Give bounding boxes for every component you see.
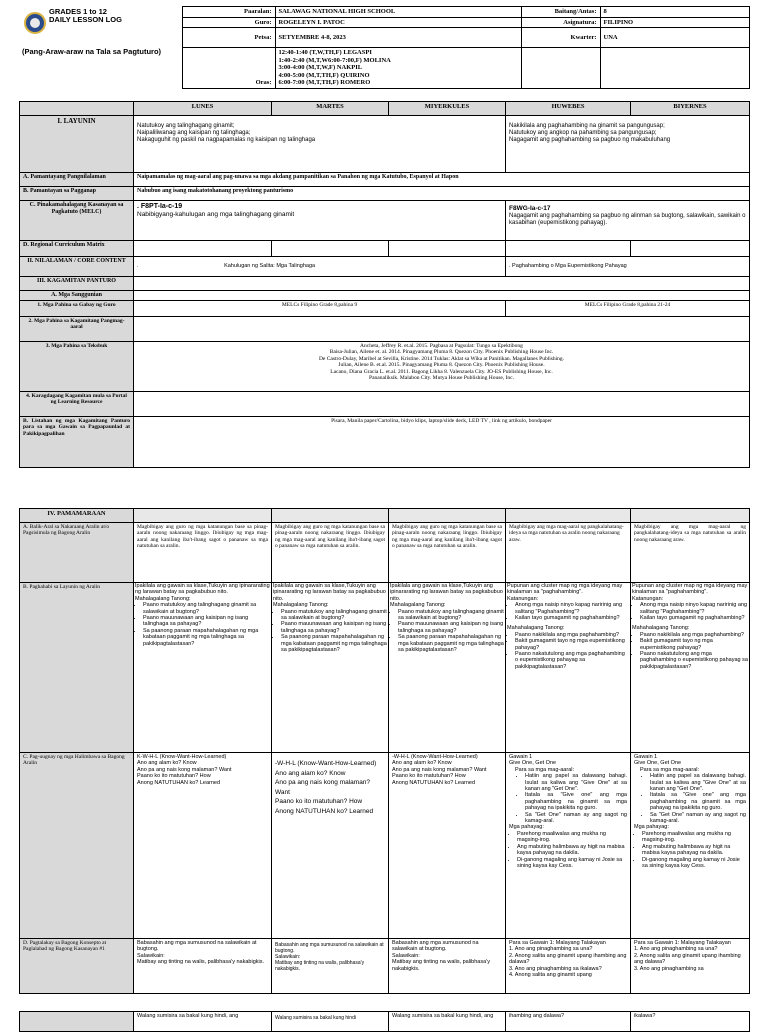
guro-label: Guro: <box>182 17 275 28</box>
nilalaman-dot: . <box>137 263 139 270</box>
balik-aral-huwebes: Magbibigay ang mga mag-aaral ng pangkalahatang-ideya sa mga natutuhan sa aralin noong nakaraang araw. <box>506 523 631 583</box>
paghahabi-huwebes: Pupunan ang cluster map ng mga ideyang may kinalaman sa "paghahambing". Katanungan: • Anong mga naisip ninyo kapag naririnig ang salitang "Paghahambing"? • Kailan tayo gumagamit ng paghahambing? Mahahalagang Tanong: • Paano nakikilala ang mga paghahambing? • Bakit gumagamit tayo ng mga eupemistikong pahayag? • Paano nakatutulong ang mga paghahambing o eupemistikong pahayag sa pakikipagtalastasan? <box>506 583 631 753</box>
melc-label: C. Pinakamahalagang Kasanayan sa Pagkatuto (MELC) <box>20 201 134 241</box>
gabay-mtw: MELCs Filipino Grade 8,pahina 9 <box>134 301 506 317</box>
paghahabi-lunes: Ipakilala ang gawain sa klase,Tukuyin ang ipinararating ng larawan batay sa pagkabubuo nito. Mahalagalang Tanong: • Paano matutukoy ang talinghagang ginamit sa salawikain at bugtong? • Paano mauunawaan ang kaisipan ng isang talinghaga sa pahayag? • Sa paanong paraan mapahahalagahan ng mga kabataan paggamit ng mga talinghaga sa pakikipagtalastasan? <box>134 583 272 753</box>
title-grades: GRADES 1 to 12 <box>49 6 107 16</box>
pagtalakay-martes: Babasahin ang mga sumusunod na salawikain at bugtong. Salawikain: Matibay ang tinting na walis, palibhasa'y nakabigkis. <box>272 939 389 994</box>
pamantayan-pagganap-label: B. Pamantayan sa Pagganap <box>20 187 134 201</box>
kagamitan-label: III. KAGAMITAN PANTURO <box>20 277 134 291</box>
pag-uugnay-label: C. Pag-uugnay ng mga Halimbawa sa Bagong Aralin <box>20 753 134 939</box>
kwarter-label: Kwarter: <box>521 28 600 48</box>
oras-value: 12:40-1:40 (T,W,TH,F) LEGASPI 1:40-2:40 (M,T,W6:00-7:00,F) MOLINA 3:00-4:00 (M,T,W,F) NAKPIL 4:00-5:00 (M,T,TH,F) QUIRINO 6:00-7:00 (M,T,TH,F) ROMERO <box>275 48 521 89</box>
balik-aral-lunes: Magbibigay ang guro ng mga katanungan base sa pinag-aaraln noong nakaraang linggo. Ibiubigay ng mga mag-aaral ang kanilang iba't-ibang sagot o pananaw sa mga natutuhan sa aralin. <box>134 523 272 583</box>
asignatura-value: FILIPINO <box>600 17 749 28</box>
pagtalakay-lunes: Babasahin ang mga sumusunod na salawikain at bugtong. Salawikain: Matibay ang tinting na walis, palibhasa'y nakabigkis. <box>134 939 272 994</box>
teksbuk-value: Ancheta, Jeffrey R. et.al. 2015. Pagbasa at Pagsulat: Tungo sa Epektibong Baisa-Julian, Ailene et. al. 2014. Pinagyamang Pluma 8. Quezon City. Phoenix Publishing House Inc. De Castro-Dulay, Maribel at Sevilla, Kristine. 2014 Tuklas: Aklat sa Wika at Panitikan. Magallanes Publishing. Julian, Ailene B. et.al. 2015. Pinagyamang Pluma 8. Quezon City. Phoenix Publishing House. Lacano, Diana Gracia L. et.al. 2011. Bagong Likha 8. Valenzuela City. JO-ES Publishing House, Inc. Pananaliksik. Malabon City. Mutya House Publishing House, Inc. <box>134 342 750 392</box>
baitang-label: Baitang/Antas: <box>521 7 600 18</box>
balik-aral-label: A. Balik-Aral sa Nakaraang Aralin at/o Pagsisimula ng Bagong Aralin <box>20 523 134 583</box>
pagtalakay-biyernes: Para sa Gawain 1: Malayang Talakayan 1. Ano ang pinaghambing sa una? 2. Anong salita ang ginamit upang ihambing ang dalawa? 3. Ano ang pinaghambing sa <box>631 939 750 994</box>
melc-mtw <box>134 201 506 241</box>
listahan-value: Pisara, Manila paper/Cartolina, bidyo klips, laptop/slide deck, LED TV , link ng artikulo, bondpaper <box>134 417 750 468</box>
nilalaman-mtw <box>134 257 506 277</box>
nilalaman-mtw-text: Kahulugan ng Salita: Mga Talinghaga <box>224 263 316 270</box>
regional-label: D. Regional Curriculum Matrix <box>20 241 134 257</box>
kagamitang-pangmag-aaral-label: 2. Mga Pahina sa Kagamitang Pangmag-aaral <box>20 317 134 342</box>
melc-thf <box>506 201 750 241</box>
melc-thf-text: Nagagamit ang paghahambing sa pagbuo ng alinman sa bugtong, salawikain, sawikain o kasabihan (eupemistikong pahayag). <box>509 213 746 226</box>
paghahabi-miyerkules: Ipakilala ang gawain sa klase,Tukuyin ang ipinararating ng larawan batay sa pagkabubuo nito. Mahalagalang Tanong: • Paano matutukoy ang talinghagang ginamit sa salawikain at bugtong? • Paano mauunawaan ang kaisipan ng isang talinghaga sa pahayag? • Sa paanong paraan mapahahalagahan ng mga kabataan paggamit ng mga talinghaga sa pakikipagtalastasan? <box>389 583 506 753</box>
teksbuk-label: 3. Mga Pahina sa Teksbuk <box>20 342 134 392</box>
pag-uugnay-biyernes: Gawain 1 Give One, Get One Para sa mga mag-aaral: • Hatiin ang papel sa dalawang bahagi. Isulat sa kaliwa ang "Give One" at sa kanan ang "Get One". • Itatala sa "Give one" ang mga paghahambing na ginamit sa mga pahayag na ipakikita ng guro. • Sa "Get One" naman ay ang sagot ng kamag-aral. Mga pahayag: • Parehong maaliwalas ang mukha ng magsing-irog. • Ang mabuting halimbawa ay higit na mabisa kaysa pahayag na dakila. • Di-ganong magaling ang kamay ni Josie sa sining kaysa kay Cess. <box>631 753 750 939</box>
pamantayan-pagganap-value: Nabubuo ang isang makatotohanang proyektong panturismo <box>134 187 750 201</box>
gabay-thf: MELCs Filipino Grade 8,pahina 21-24 <box>506 301 750 317</box>
header-table <box>19 6 750 89</box>
next-lunes: Walang sumisira sa bakal kung hindi, ang <box>134 1012 272 1032</box>
melc-mtw-code: . F8PT-Ia-c-19 <box>137 203 183 210</box>
pagtalakay-label: D. Pagtalakay sa Bagong Konsepto at Paglalahad ng Bagong Kasanayan #1 <box>20 939 134 994</box>
pagtalakay-miyerkules: Babasahin ang mga sumusunod na salawikain at bugtong. Salawikain: Matibay ang tinting na walis, palibhasa'y nakabigkis. <box>389 939 506 994</box>
petsa-value: SETYEMBRE 4-8, 2023 <box>275 28 521 48</box>
next-miyerkules: Walang sumisira sa bakal kung hindi, ang <box>389 1012 506 1032</box>
sanggunian-label: A. Mga Sanggunian <box>20 291 134 301</box>
next-martes: Walang sumisira sa bakal kung hindi <box>272 1012 389 1032</box>
pag-uugnay-miyerkules: -W-H-L (Know-Want-How-Learned) Ano ang alam ko? Know Ano pa ang nais kong malaman? Want Paano ko ito matutuhan? How Anong NATUTUHAN ko? Learned <box>389 753 506 939</box>
petsa-label: Petsa: <box>182 28 275 48</box>
nilalaman-label: II. NILALAMAN / CORE CONTENT <box>20 257 134 277</box>
paaralan-value: SALAWAG NATIONAL HIGH SCHOOL <box>275 7 521 18</box>
title-dll: DAILY LESSON LOG <box>49 14 122 24</box>
paghahabi-biyernes: Pupunan ang cluster map ng mga ideyang may kinalaman sa "paghahambing". Katanungan: • Anong mga naisip ninyo kapag naririnig ang salitang "Paghahambing"? • Kailan tayo gumagamit ng paghahambing? Mahahalagang Tanong: • Paano nakikilala ang mga paghahambing? • Bakit gumagamit tayo ng mga eupemistikong pahayag? • Paano nakatutulong ang mga paghahambing o eupemistikong pahayag sa pakikipagtalastasan? <box>631 583 750 753</box>
next-biyernes: ikalawa? <box>631 1012 750 1032</box>
listahan-label: B. Listahan ng mga Kagamitang Panturo para sa mga Gawain sa Pagpapaunlad at Pakikipagpalihan <box>20 417 134 468</box>
title-pang-araw: (Pang-Araw-araw na Tala sa Pagtuturo) <box>22 47 162 56</box>
melc-mtw-text: Nabibigyang-kahulugan ang mga talinghagang ginamit <box>137 211 295 218</box>
asignatura-label: Asignatura: <box>521 17 600 28</box>
oras-label: Oras: <box>182 48 275 89</box>
baitang-value: 8 <box>600 7 749 18</box>
pamamaraan-label: IV. PAMAMARAAN <box>20 509 134 523</box>
balik-aral-biyernes: Magbibigay ang mga mag-aaral ng pangkalahatang-ideya sa mga natutuhan sa aralin noong nakaraang araw. <box>631 523 750 583</box>
pamantayang-pangnilalaman-value: Naipamamalas ng mag-aaral ang pag-unawa sa mga akdang pampanitikan sa Panahon ng mga Katutubo, Espanyol at Hapon <box>134 173 750 187</box>
layunin-mtw: Natutukoy ang talinghagang ginamit; Naipaliliwanag ang kaisipan ng talinghaga; Nakaguguhit ng paskil na nagpapamalas ng kaisipan ng talinghaga <box>134 116 506 173</box>
gabay-label: 1. Mga Pahina sa Gabay ng Guro <box>20 301 134 317</box>
pag-uugnay-lunes: K-W-H-L (Know-Want-How-Learned) Ano ang alam ko? Know Ano pa ang nais kong malaman? Want Paano ko ito matutuhan? How Anong NATUTUHAN ko? Learned <box>134 753 272 939</box>
nilalaman-thf: . Paghahambing o Mga Eupemistikong Pahayag <box>506 257 750 277</box>
pag-uugnay-huwebes: Gawain 1 Give One, Get One Para sa mga mag-aaral: • Hatiin ang papel sa dalawang bahagi. Isulat sa kaliwa ang "Give One" at sa kanan ang "Get One". • Itatala sa "Give one" ang mga paghahambing na ginamit sa mga pahayag na ipakikita ng guro. • Sa "Get One" naman ay ang sagot ng kamag-aral. Mga pahayag: • Parehong maaliwalas ang mukha ng magsing-irog. • Ang mabuting halimbawa ay higit na mabisa kaysa pahayag na dakila. • Di-ganong magaling ang kamay ni Josie sa sining kaysa kay Cess. <box>506 753 631 939</box>
day-huwebes: HUWEBES <box>506 102 631 116</box>
kwarter-value: UNA <box>600 28 749 48</box>
balik-aral-miyerkules: Magbibigay ang guro ng mga katanungan base sa pinag-aaraln noong nakaraang linggo. Ibiubigay ng mga mag-aaral ang kanilang iba't-ibang sagot o pananaw sa mga natutuhan sa aralin. <box>389 523 506 583</box>
guro-value: ROGELEYN I. PATOC <box>275 17 521 28</box>
portal-label: 4. Karagdagang Kagamitan mula sa Portal ng Learning Resource <box>20 392 134 417</box>
paaralan-label: Paaralan: <box>182 7 275 18</box>
pag-uugnay-martes: -W-H-L (Know-Want-How-Learned) Ano ang alam ko? Know Ano pa ang nais kong malaman? Want Paano ko ito matutuhan? How Anong NATUTUHAN ko? Learned <box>272 753 389 939</box>
header-title-block <box>19 7 182 48</box>
pagtalakay-huwebes: Para sa Gawain 1: Malayang Talakayan 1. Ano ang pinaghambing sa una? 2. Anong salita ang ginamit upang ihambing ang dalawa? 3. Ano ang pinaghambing sa ikalawa? 4. Anong salita ang ginamit upang <box>506 939 631 994</box>
paghahabi-label: B. Paghahabi sa Layunin ng Aralin <box>20 583 134 753</box>
layunin-label: I. LAYUNIN <box>20 116 134 173</box>
next-huwebes: ihambing ang dalawa? <box>506 1012 631 1032</box>
melc-thf-code: F8WG-Ia-c-17 <box>509 205 551 212</box>
day-lunes: LUNES <box>134 102 272 116</box>
pamantayang-pangnilalaman-label: A. Pamantayang Pangnilalaman <box>20 173 134 187</box>
paghahabi-martes: Ipakilala ang gawain sa klase,Tukuyin ang ipinararating ng larawan batay sa pagkabubuo nito. Mahalagalang Tanong: • Paano matutukoy ang talinghagang ginamit sa salawikain at bugtong? • Paano mauunawaan ang kaisipan ng isang talinghaga sa pahayag? • Sa paanong paraan mapahahalagahan ng mga kabataan paggamit ng mga talinghaga sa pakikipagtalastasan? <box>272 583 389 753</box>
layunin-thf: Nakikilala ang paghahambing na ginamit sa pangungusap; Natutukoy ang angkop na pahambing sa pangungusap; Nagagamit ang paghahambing sa pagbuo ng makabuluhang <box>506 116 750 173</box>
day-biyernes: BIYERNES <box>631 102 750 116</box>
next-page-table <box>19 1011 750 1032</box>
day-martes: MARTES <box>272 102 389 116</box>
balik-aral-martes: Magbibigay ang guro ng mga katanungan base sa pinag-aaraln noong nakaraang linggo. Ibiubigay ng mga mag-aaral ang kanilang iba't-ibang sagot o pananaw sa mga natutuhan sa aralin. <box>272 523 389 583</box>
section1-table <box>19 101 750 468</box>
day-miyerkules: MIYERKULES <box>389 102 506 116</box>
section2-table <box>19 508 750 994</box>
